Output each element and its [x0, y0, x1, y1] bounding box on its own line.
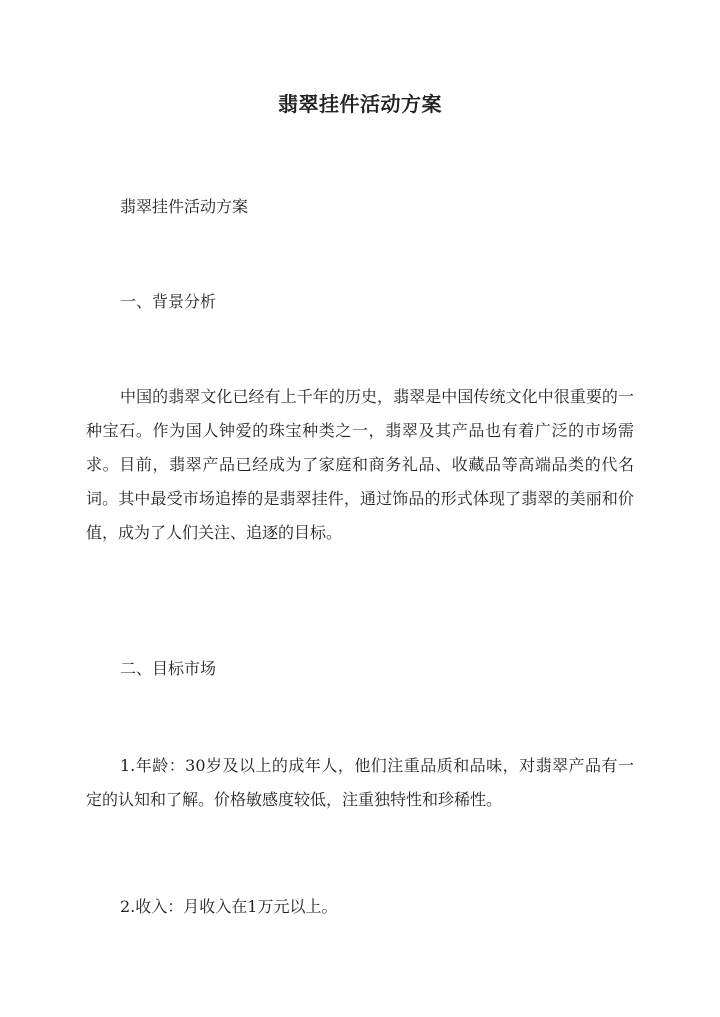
paragraph-target-age: 1.年龄：30岁及以上的成年人，他们注重品质和品味，对翡翠产品有一定的认知和了解。价格敏感度较低，注重独特性和珍稀性。	[86, 756, 634, 809]
paragraph-target-income: 2.收入：月收入在1万元以上。	[120, 897, 338, 916]
document-subtitle: 翡翠挂件活动方案	[120, 197, 249, 216]
section-heading-background: 一、背景分析	[120, 292, 217, 311]
document-title: 翡翠挂件活动方案	[278, 92, 442, 116]
paragraph-background: 中国的翡翠文化已经有上千年的历史，翡翠是中国传统文化中很重要的一种宝石。作为国人钟爱的珠宝种类之一，翡翠及其产品也有着广泛的市场需求。目前，翡翠产品已经成为了家庭和商务礼品、收藏品等高端品类的代名词。其中最受市场追捧的是翡翠挂件，通过饰品的形式体现了翡翠的美丽和价值，成为了人们关注、追逐的目标。	[86, 387, 634, 542]
section-heading-target-market: 二、目标市场	[120, 659, 217, 678]
